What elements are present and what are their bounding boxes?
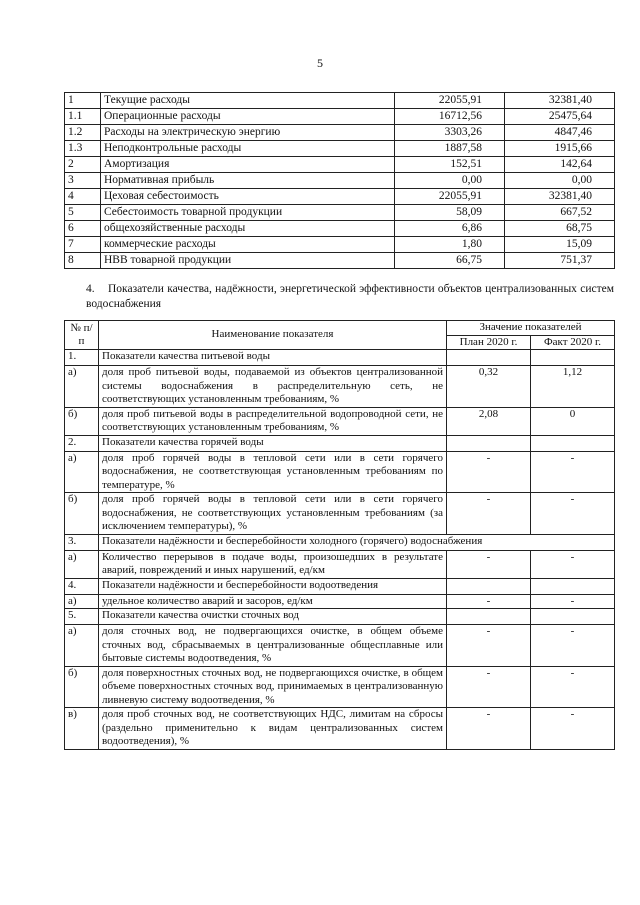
row-value-1: 1887,58 [395, 141, 505, 157]
section-row [65, 578, 615, 594]
section-number: 3. [65, 534, 99, 550]
row-value-2: 142,64 [505, 157, 615, 173]
indicator-fact: 1,12 [531, 366, 615, 408]
section-plan-empty [447, 350, 531, 366]
cost-table [64, 92, 615, 269]
section-number: 2. [65, 435, 99, 451]
row-value-2: 4847,46 [505, 125, 615, 141]
indicator-plan: - [447, 625, 531, 667]
cost-row [65, 173, 615, 189]
section-fact-empty [531, 435, 615, 451]
row-name: общехозяйственные расходы [101, 221, 395, 237]
row-value-2: 32381,40 [505, 189, 615, 205]
section-row [65, 435, 615, 451]
section-4-title [86, 282, 614, 312]
indicator-letter: а) [65, 594, 99, 609]
row-number: 7 [65, 237, 101, 253]
row-name: Операционные расходы [101, 109, 395, 125]
indicator-letter: а) [65, 625, 99, 667]
indicator-letter: в) [65, 708, 99, 750]
indicator-plan: - [447, 451, 531, 493]
section-fact-empty [531, 578, 615, 594]
row-value-1: 58,09 [395, 205, 505, 221]
indicator-plan: - [447, 666, 531, 708]
indicator-fact: - [531, 594, 615, 609]
section-title: Показатели качества горячей воды [99, 435, 447, 451]
header-value-group: Значение показателей [447, 321, 615, 336]
section-title: Показатели качества очистки сточных вод [99, 609, 447, 625]
header-plan: План 2020 г. [447, 335, 531, 350]
indicator-letter: а) [65, 550, 99, 578]
indicator-row [65, 708, 615, 750]
cost-row [65, 93, 615, 109]
row-value-2: 68,75 [505, 221, 615, 237]
row-value-1: 22055,91 [395, 189, 505, 205]
header-fact: Факт 2020 г. [531, 335, 615, 350]
cost-row [65, 237, 615, 253]
header-name: Наименование показателя [99, 321, 447, 350]
row-value-2: 25475,64 [505, 109, 615, 125]
indicator-fact: - [531, 451, 615, 493]
cost-row [65, 125, 615, 141]
section-row [65, 350, 615, 366]
row-value-1: 16712,56 [395, 109, 505, 125]
indicator-row [65, 407, 615, 435]
row-value-2: 751,37 [505, 253, 615, 269]
section-number: 5. [65, 609, 99, 625]
indicator-row [65, 366, 615, 408]
row-name: Нормативная прибыль [101, 173, 395, 189]
row-name: коммерческие расходы [101, 237, 395, 253]
row-number: 6 [65, 221, 101, 237]
indicator-row [65, 493, 615, 535]
row-number: 1.1 [65, 109, 101, 125]
header-num: № п/п [65, 321, 99, 350]
indicator-fact: - [531, 493, 615, 535]
cost-row [65, 205, 615, 221]
cost-row [65, 141, 615, 157]
cost-row [65, 109, 615, 125]
indicator-plan: - [447, 550, 531, 578]
indicator-fact: - [531, 666, 615, 708]
indicator-row [65, 550, 615, 578]
section-plan-empty [447, 578, 531, 594]
row-number: 5 [65, 205, 101, 221]
row-name: Расходы на электрическую энергию [101, 125, 395, 141]
row-value-2: 0,00 [505, 173, 615, 189]
section-title: Показатели качества питьевой воды [99, 350, 447, 366]
indicator-letter: а) [65, 451, 99, 493]
row-name: НВВ товарной продукции [101, 253, 395, 269]
indicator-row [65, 666, 615, 708]
row-value-2: 32381,40 [505, 93, 615, 109]
row-number: 1 [65, 93, 101, 109]
section-row [65, 609, 615, 625]
row-value-1: 22055,91 [395, 93, 505, 109]
row-value-2: 1915,66 [505, 141, 615, 157]
row-value-1: 1,80 [395, 237, 505, 253]
row-value-1: 0,00 [395, 173, 505, 189]
row-name: Цеховая себестоимость [101, 189, 395, 205]
row-number: 1.3 [65, 141, 101, 157]
indicator-plan: 0,32 [447, 366, 531, 408]
indicator-name: удельное количество аварий и засоров, ед/км [99, 594, 447, 609]
indicator-name: доля сточных вод, не подвергающихся очистке, в общем объеме сточных вод, сбрасываемых в централизованные общесплавные или бытовые системы водоотведения, % [99, 625, 447, 667]
indicator-plan: 2,08 [447, 407, 531, 435]
indicator-name: доля проб горячей воды в тепловой сети или в сети горячего водоснабжения, не соответствующая установленным требованиям по температуре, % [99, 451, 447, 493]
indicator-plan: - [447, 493, 531, 535]
section-title: Показатели надёжности и бесперебойности холодного (горячего) водоснабжения [99, 534, 615, 550]
row-number: 3 [65, 173, 101, 189]
page-number: 5 [317, 56, 323, 70]
indicator-fact: - [531, 625, 615, 667]
indicator-letter: а) [65, 366, 99, 408]
cost-row [65, 157, 615, 173]
cost-row [65, 221, 615, 237]
indicator-name: доля проб сточных вод, не соответствующих НДС, лимитам на сбросы (раздельно применительно к видам централизованных систем водоотведения), % [99, 708, 447, 750]
row-name: Неподконтрольные расходы [101, 141, 395, 157]
indicator-plan: - [447, 708, 531, 750]
row-value-1: 6,86 [395, 221, 505, 237]
row-value-1: 3303,26 [395, 125, 505, 141]
indicator-fact: - [531, 550, 615, 578]
indicator-name: доля проб горячей воды в тепловой сети или в сети горячего водоснабжения, не соответствующих установленным требованиям (за исключением температуры), % [99, 493, 447, 535]
row-value-1: 152,51 [395, 157, 505, 173]
row-value-2: 667,52 [505, 205, 615, 221]
section-fact-empty [531, 609, 615, 625]
section-4-number: 4. [86, 283, 95, 295]
indicator-plan: - [447, 594, 531, 609]
indicator-fact: 0 [531, 407, 615, 435]
indicator-name: доля проб питьевой воды в распределительной водопроводной сети, не соответствующих установленным требованиям, % [99, 407, 447, 435]
row-value-2: 15,09 [505, 237, 615, 253]
row-name: Текущие расходы [101, 93, 395, 109]
indicator-row [65, 451, 615, 493]
indicator-letter: б) [65, 407, 99, 435]
indicator-row [65, 594, 615, 609]
row-number: 1.2 [65, 125, 101, 141]
indicator-fact: - [531, 708, 615, 750]
section-4-text: Показатели качества, надёжности, энергетической эффективности объектов централизованных систем водоснабжения [86, 283, 614, 310]
indicator-name: Количество перерывов в подаче воды, произошедших в результате аварий, повреждений и иных нарушений, ед/км [99, 550, 447, 578]
indicators-table [64, 320, 615, 750]
section-number: 1. [65, 350, 99, 366]
indicator-row [65, 625, 615, 667]
section-number: 4. [65, 578, 99, 594]
row-number: 4 [65, 189, 101, 205]
indicator-name: доля поверхностных сточных вод, не подвергающихся очистке, в общем объеме поверхностных сточных вод, принимаемых в централизованную ливневую систему водоотведения, % [99, 666, 447, 708]
section-title: Показатели надёжности и бесперебойности водоотведения [99, 578, 447, 594]
row-number: 2 [65, 157, 101, 173]
row-number: 8 [65, 253, 101, 269]
section-plan-empty [447, 609, 531, 625]
row-value-1: 66,75 [395, 253, 505, 269]
cost-row [65, 189, 615, 205]
section-row [65, 534, 615, 550]
indicator-letter: б) [65, 493, 99, 535]
indicator-name: доля проб питьевой воды, подаваемой из объектов централизованной системы водоснабжения в распределительную сеть, не соответствующих установленным требованиям, % [99, 366, 447, 408]
cost-row [65, 253, 615, 269]
indicator-letter: б) [65, 666, 99, 708]
section-fact-empty [531, 350, 615, 366]
row-name: Себестоимость товарной продукции [101, 205, 395, 221]
row-name: Амортизация [101, 157, 395, 173]
section-plan-empty [447, 435, 531, 451]
